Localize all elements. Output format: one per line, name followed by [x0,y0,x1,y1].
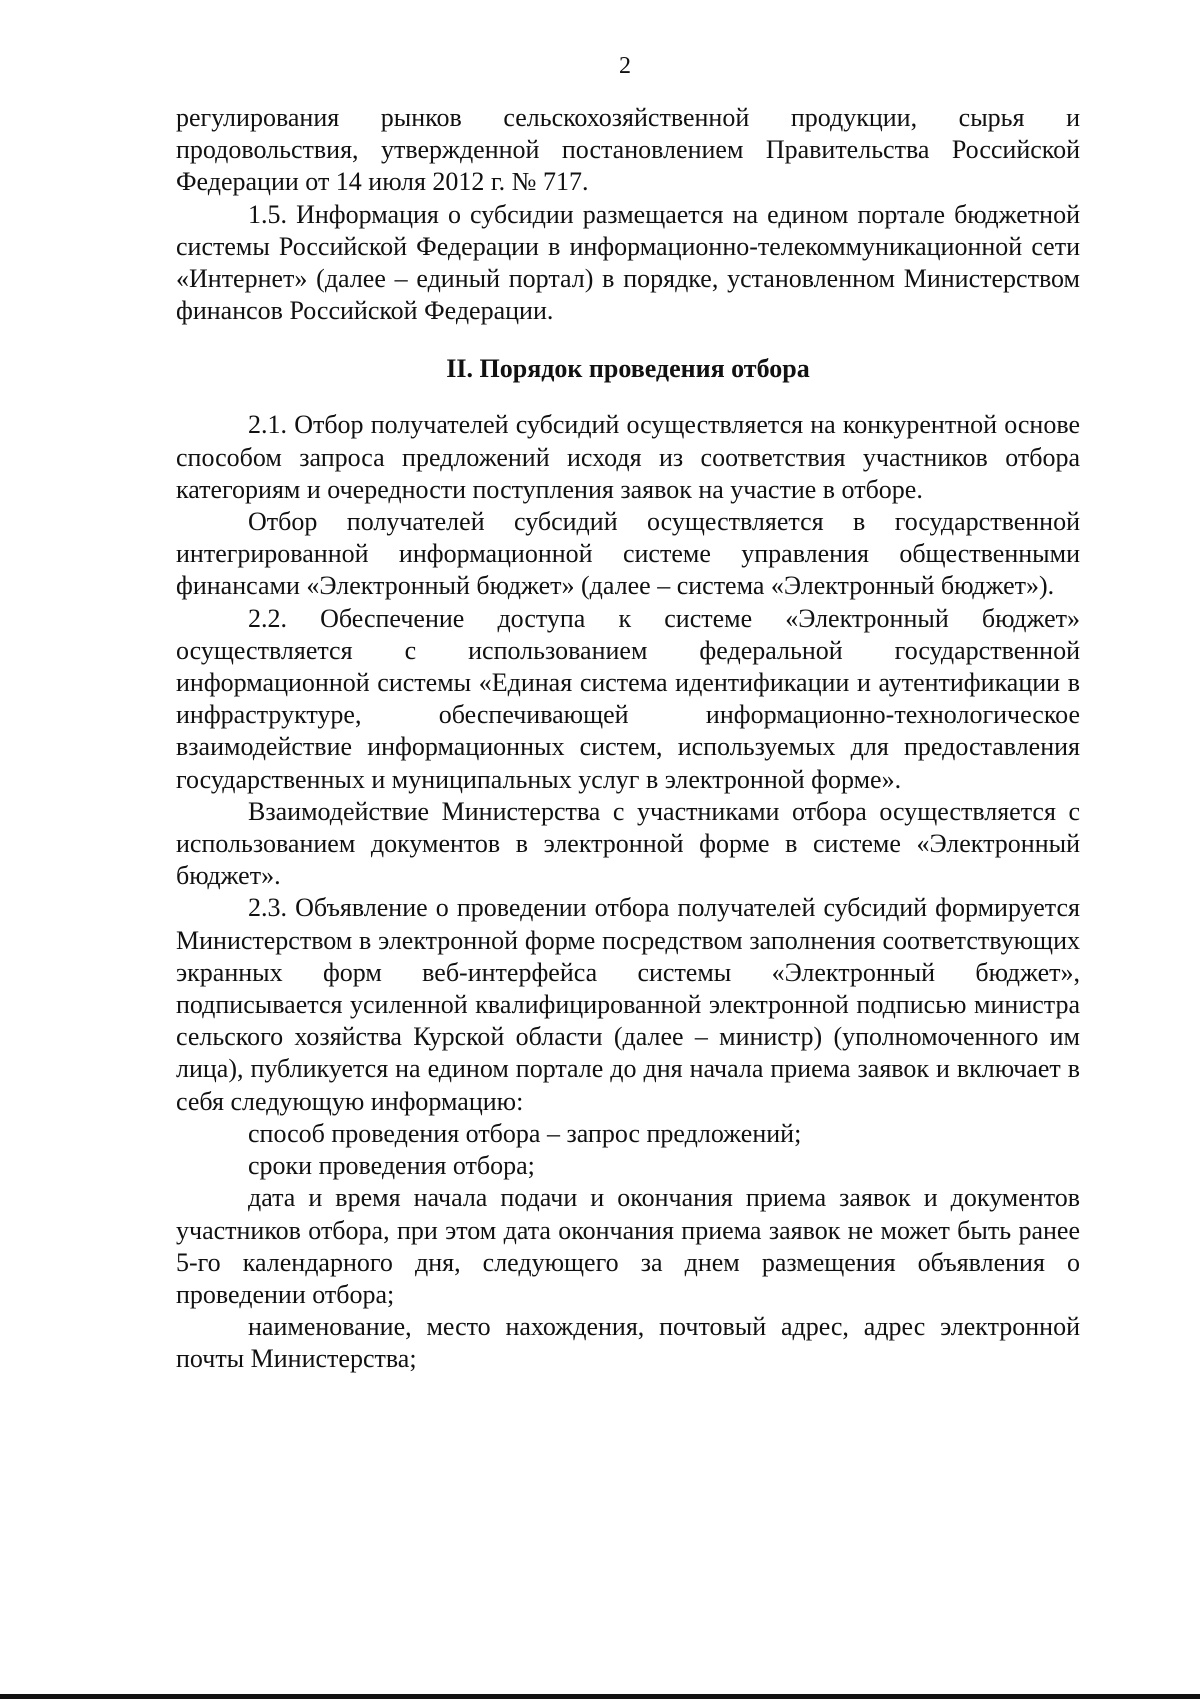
paragraph-2-3: 2.3. Объявление о проведении отбора получателей субсидий формируется Министерством в электронной форме посредством заполнения соответствующих экранных форм веб-интерфейса системы «Электронный бюджет», подписывается усиленной квалифицированной электронной подписью министра сельского хозяйства Курской области (далее – министр) (уполномоченного им лица), публикуется на едином портале до дня начала приема заявок и включает в себя следующую информацию: [176,893,1080,1116]
scan-edge-line [0,1694,1200,1699]
document-body [176,102,1080,1376]
paragraph-2-1: 2.1. Отбор получателей субсидий осуществляется на конкурентной основе способом запроса предложений исходя из соответствия участников отбора категориям и очередности поступления заявок на участие в отборе. [176,410,1080,504]
paragraph-2-1-b: Отбор получателей субсидий осуществляется в государственной интегрированной информационной системе управления общественными финансами «Электронный бюджет» (далее – система «Электронный бюджет»). [176,507,1080,601]
list-item-selection-dates: сроки проведения отбора; [248,1151,535,1181]
paragraph-2-2-b: Взаимодействие Министерства с участниками отбора осуществляется с использованием документов в электронной форме в системе «Электронный бюджет». [176,796,1080,891]
list-item-application-dates: дата и время начала подачи и окончания приема заявок и документов участников отбора, при этом дата окончания приема заявок не может быть ранее 5-го календарного дня, следующего за днем размещения объявления о проведении отбора; [176,1183,1080,1309]
paragraph-intro: регулирования рынков сельскохозяйственной продукции, сырья и продовольствия, утвержденной постановлением Правительства Российской Федерации от 14 июля 2012 г. № 717. [176,103,1080,197]
page-number: 2 [619,53,631,79]
paragraph-1-5: 1.5. Информация о субсидии размещается на едином портале бюджетной системы Российской Федерации в информационно-телекоммуникационной сети «Интернет» (далее – единый портал) в порядке, установленном Министерством финансов Российской Федерации. [176,199,1080,326]
list-item-ministry-contacts: наименование, место нахождения, почтовый адрес, адрес электронной почты Министерства; [176,1312,1080,1374]
paragraph-2-2: 2.2. Обеспечение доступа к системе «Электронный бюджет» осуществляется с использованием федеральной государственной информационной системы «Единая система идентификации и аутентификации в инфраструктуре, обеспечивающей информационно-технологическое взаимодействие информационных систем, используемых для предоставления государственных и муниципальных услуг в электронной форме». [176,603,1080,794]
section-heading: II. Порядок проведения отбора [446,354,810,384]
list-item-selection-method: способ проведения отбора – запрос предложений; [248,1118,802,1148]
